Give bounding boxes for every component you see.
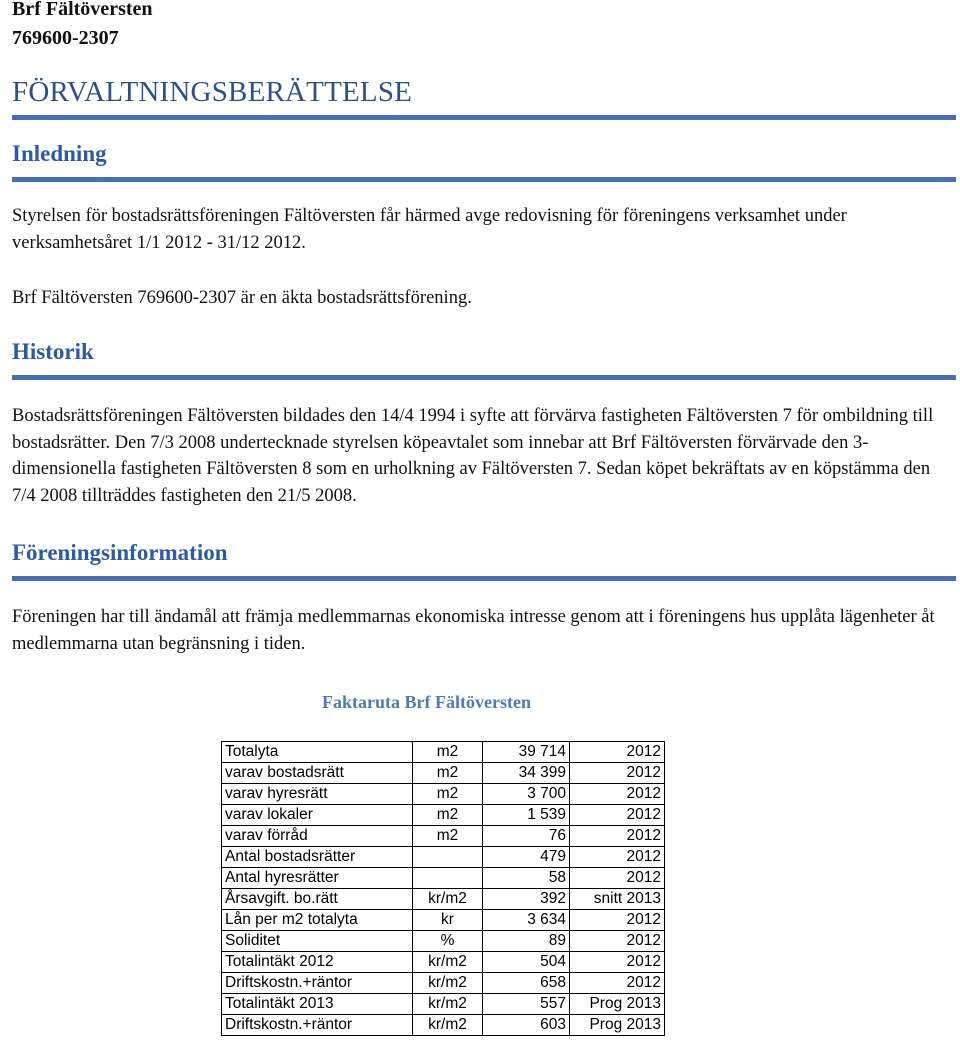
historik-paragraph: Bostadsrättsföreningen Fältöversten bildades den 14/4 1994 i syfte att förvärva fastigheten Fältöversten 7 för ombildning till bostadsrätter. Den 7/3 2008 undertecknade styrelsen köpeavtalet som innebar att Brf Fältöversten förvärvade den 3-dimensionella fastigheten Fältöversten 8 som en urholkning av Fältöversten 7. Sedan köpet bekräftats av en köpstämma den 7/4 2008 tillträddes fastigheten den 21/5 2008. [12,406,934,506]
fact-label: Totalintäkt 2013 [222,994,413,1015]
fact-year: 2012 [570,847,665,868]
fact-label: varav lokaler [222,805,413,826]
fact-value: 392 [483,889,570,910]
fact-unit: m2 [413,805,483,826]
fact-year: Prog 2013 [570,994,665,1015]
table-row [222,805,665,826]
foreningsinformation-paragraph: Föreningen har till ändamål att främja medlemmarnas ekonomiska intresse genom att i föreningens hus upplåta lägenheter åt medlemmarna utan begränsning i tiden. [12,607,935,654]
table-row [222,1015,665,1036]
fact-value: 3 700 [483,784,570,805]
fact-year: 2012 [570,868,665,889]
fact-label: Årsavgift. bo.rätt [222,889,413,910]
table-row [222,742,665,763]
table-row [222,973,665,994]
table-row [222,784,665,805]
fact-value: 1 539 [483,805,570,826]
fact-year: 2012 [570,805,665,826]
fact-value: 76 [483,826,570,847]
org-number: 769600-2307 [12,27,119,49]
fact-label: Soliditet [222,931,413,952]
fact-unit: kr/m2 [413,952,483,973]
fact-value: 3 634 [483,910,570,931]
page-title: FÖRVALTNINGSBERÄTTELSE [12,76,413,108]
heading-foreningsinformation: Föreningsinformation [12,540,228,565]
heading-inledning: Inledning [12,141,107,166]
fact-year: 2012 [570,952,665,973]
fact-label: Antal bostadsrätter [222,847,413,868]
fact-value: 34 399 [483,763,570,784]
fact-year: 2012 [570,763,665,784]
fact-unit [413,868,483,889]
table-row [222,952,665,973]
table-row [222,763,665,784]
fact-unit: m2 [413,826,483,847]
inledning-paragraph-2: Brf Fältöversten 769600-2307 är en äkta bostadsrättsförening. [12,288,472,308]
fact-label: Driftskostn.+räntor [222,1015,413,1036]
fact-year: 2012 [570,826,665,847]
fact-year: 2012 [570,931,665,952]
fact-label: varav bostadsrätt [222,763,413,784]
fact-value: 603 [483,1015,570,1036]
title-divider [12,115,956,120]
fact-year: snitt 2013 [570,889,665,910]
fact-value: 504 [483,952,570,973]
fact-value: 89 [483,931,570,952]
fact-value: 58 [483,868,570,889]
fact-unit: kr/m2 [413,973,483,994]
fact-unit: kr [413,910,483,931]
fact-value: 479 [483,847,570,868]
fact-year: 2012 [570,910,665,931]
fact-unit: m2 [413,763,483,784]
fact-year: 2012 [570,742,665,763]
table-row [222,994,665,1015]
fact-unit: % [413,931,483,952]
fact-label: varav förråd [222,826,413,847]
table-row [222,826,665,847]
fact-box-title: Faktaruta Brf Fältöversten [322,692,531,712]
table-row [222,847,665,868]
fact-label: Totalyta [222,742,413,763]
fact-unit: kr/m2 [413,889,483,910]
table-row [222,889,665,910]
table-row [222,910,665,931]
fact-label: Lån per m2 totalyta [222,910,413,931]
table-row [222,868,665,889]
fact-year: 2012 [570,973,665,994]
fact-value: 39 714 [483,742,570,763]
fact-label: varav hyresrätt [222,784,413,805]
fact-value: 557 [483,994,570,1015]
fact-label: Antal hyresrätter [222,868,413,889]
fact-label: Totalintäkt 2012 [222,952,413,973]
fact-year: 2012 [570,784,665,805]
table-row [222,931,665,952]
fact-value: 658 [483,973,570,994]
fact-unit [413,847,483,868]
fact-unit: kr/m2 [413,1015,483,1036]
fact-year: Prog 2013 [570,1015,665,1036]
fact-label: Driftskostn.+räntor [222,973,413,994]
org-name: Brf Fältöversten [12,0,153,20]
fact-unit: m2 [413,784,483,805]
foreningsinformation-divider [12,576,956,581]
fact-table [221,741,665,1036]
inledning-divider [12,177,956,182]
inledning-paragraph-1: Styrelsen för bostadsrättsföreningen Fältöversten får härmed avge redovisning för föreningens verksamhet under verksamhetsåret 1/1 2012 - 31/12 2012. [12,206,847,253]
fact-unit: kr/m2 [413,994,483,1015]
fact-unit: m2 [413,742,483,763]
historik-divider [12,375,956,380]
heading-historik: Historik [12,339,94,364]
